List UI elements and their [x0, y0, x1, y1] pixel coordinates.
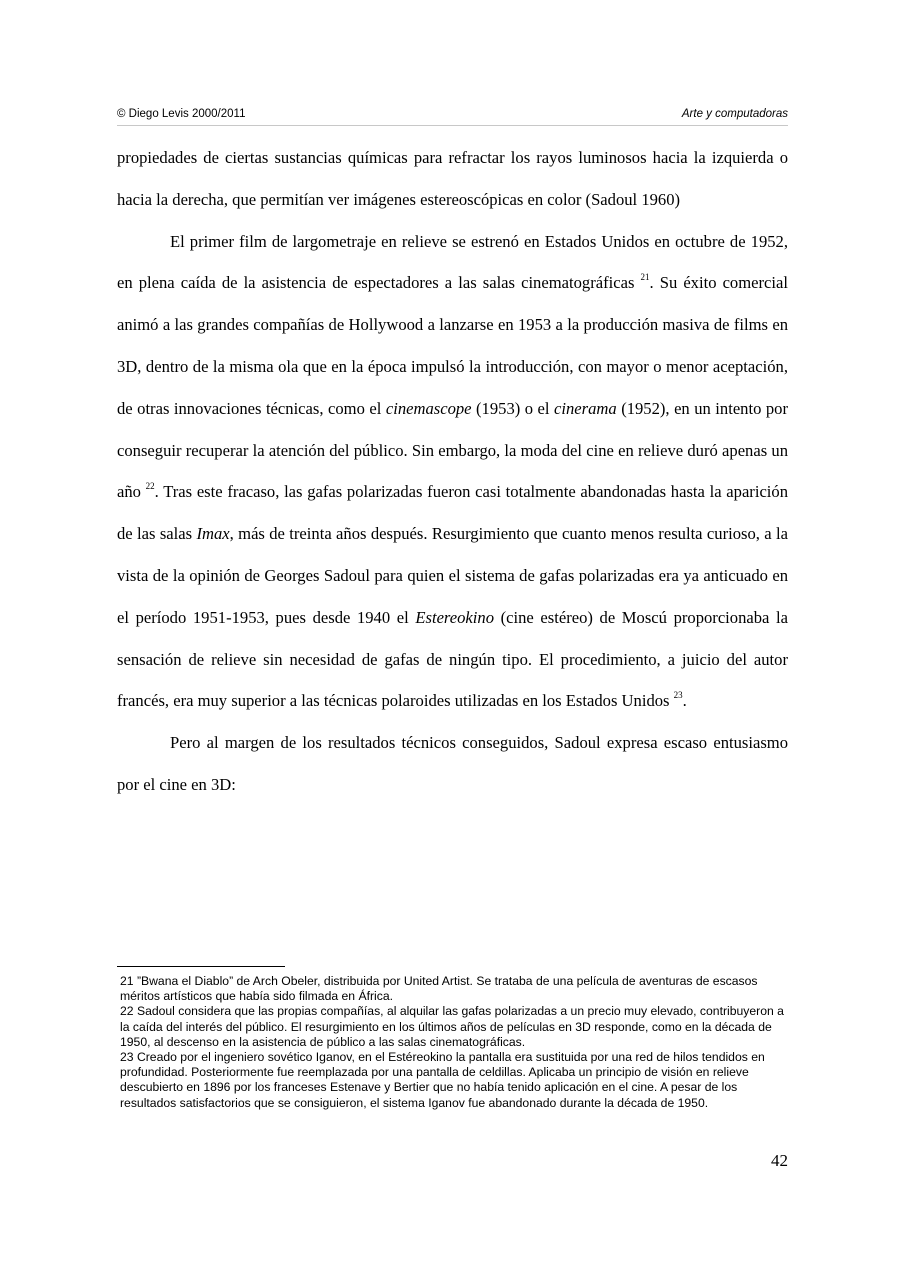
term-estereokino: Estereokino — [415, 607, 495, 627]
paragraph-3: Pero al margen de los resultados técnicos conseguidos, Sadoul expresa escaso entusiasmo por el cine en 3D: — [117, 733, 788, 794]
footnote-separator — [117, 966, 285, 967]
paragraph-1: propiedades de ciertas sustancias químicas para refractar los rayos luminosos hacia la izquierda o hacia la derecha, que permitían ver imágenes estereoscópicas en color (Sadoul 1960) — [117, 148, 788, 209]
footnote-21: 21 ”Bwana el Diablo” de Arch Obeler, distribuida por United Artist. Se trataba de una película de aventuras de escasos méritos artísticos que había sido filmada en África. — [120, 974, 758, 1004]
body-text — [117, 137, 788, 806]
paragraph-2-text: , más de treinta años después. Resurgimiento que cuanto menos resulta curioso, a la vista de la opinión de Georges Sadoul para quien el sistema de gafas polarizadas era ya anticuado en el período 1951-1953, pues desde 1940 el — [117, 524, 788, 627]
term-imax: Imax — [196, 524, 230, 544]
footnote-23: 23 Creado por el ingeniero sovético Iganov, en el Estéreokino la pantalla era sustituida por una red de hilos tendidos en profundidad. Posteriormente fue reemplazada por una pantalla de celdillas. Aplicaba un principio de visión en relieve descubierto en 1896 por los franceses Estenave y Bertier que no había tenido aplicación en el cine. A pesar de los resultados satisfactorios que se consiguieron, el sistema Iganov fue abandonado durante la década de 1950. — [120, 1050, 765, 1110]
term-cinemascope: cinemascope — [385, 398, 472, 418]
paragraph-2-text: (cine estéreo) de Moscú proporcionaba la sensación de relieve sin necesidad de gafas de ningún tipo. El procedimiento, a juicio del autor francés, era muy superior a las técnicas polaroides utilizadas en los Estados Unidos — [117, 607, 788, 711]
paragraph-2-text: . Su éxito comercial animó a las grandes compañías de Hollywood a lanzarse en 1953 a la producción masiva de films en 3D, dentro de la misma ola que en la época impulsó la introducción, con mayor o menor aceptación, de otras innovaciones técnicas, como el — [117, 273, 788, 418]
page-number: 42 — [771, 1151, 788, 1170]
header-copyright: © Diego Levis 2000/2011 — [117, 108, 246, 120]
footnote-ref-23: 23 — [673, 689, 683, 700]
footnotes — [120, 974, 788, 1111]
paragraph-2-text: . Tras este fracaso, las gafas polarizadas fueron casi totalmente abandonadas hasta la aparición de las salas — [117, 482, 789, 544]
paragraph-2 — [117, 221, 788, 723]
footnote-22: 22 Sadoul considera que las propias compañías, al alquilar las gafas polarizadas a un precio muy elevado, contribuyeron a la caída del interés del público. El resurgimiento en los últimos años de películas en 3D responde, como en la década de 1950, al descenso en la asistencia de público a las salas cinematográficas. — [120, 1004, 784, 1049]
paragraph-2-text: (1953) o el — [471, 398, 555, 418]
footnote-ref-22: 22 — [145, 480, 155, 491]
footnote-ref-21: 21 — [640, 271, 650, 282]
paragraph-2-text: El primer film de largometraje en relieve se estrenó en Estados Unidos en octubre de 1952, en plena caída de la asistencia de espectadores a las salas cinematográficas — [117, 231, 788, 293]
term-cinerama: cinerama — [554, 398, 617, 418]
paragraph-2-text: (1952), en un intento por conseguir recuperar la atención del público. Sin embargo, la moda del cine en relieve duró apenas un año — [117, 398, 788, 502]
running-header — [117, 107, 788, 126]
header-title: Arte y computadoras — [681, 108, 788, 120]
paragraph-2-text: . — [682, 691, 687, 711]
